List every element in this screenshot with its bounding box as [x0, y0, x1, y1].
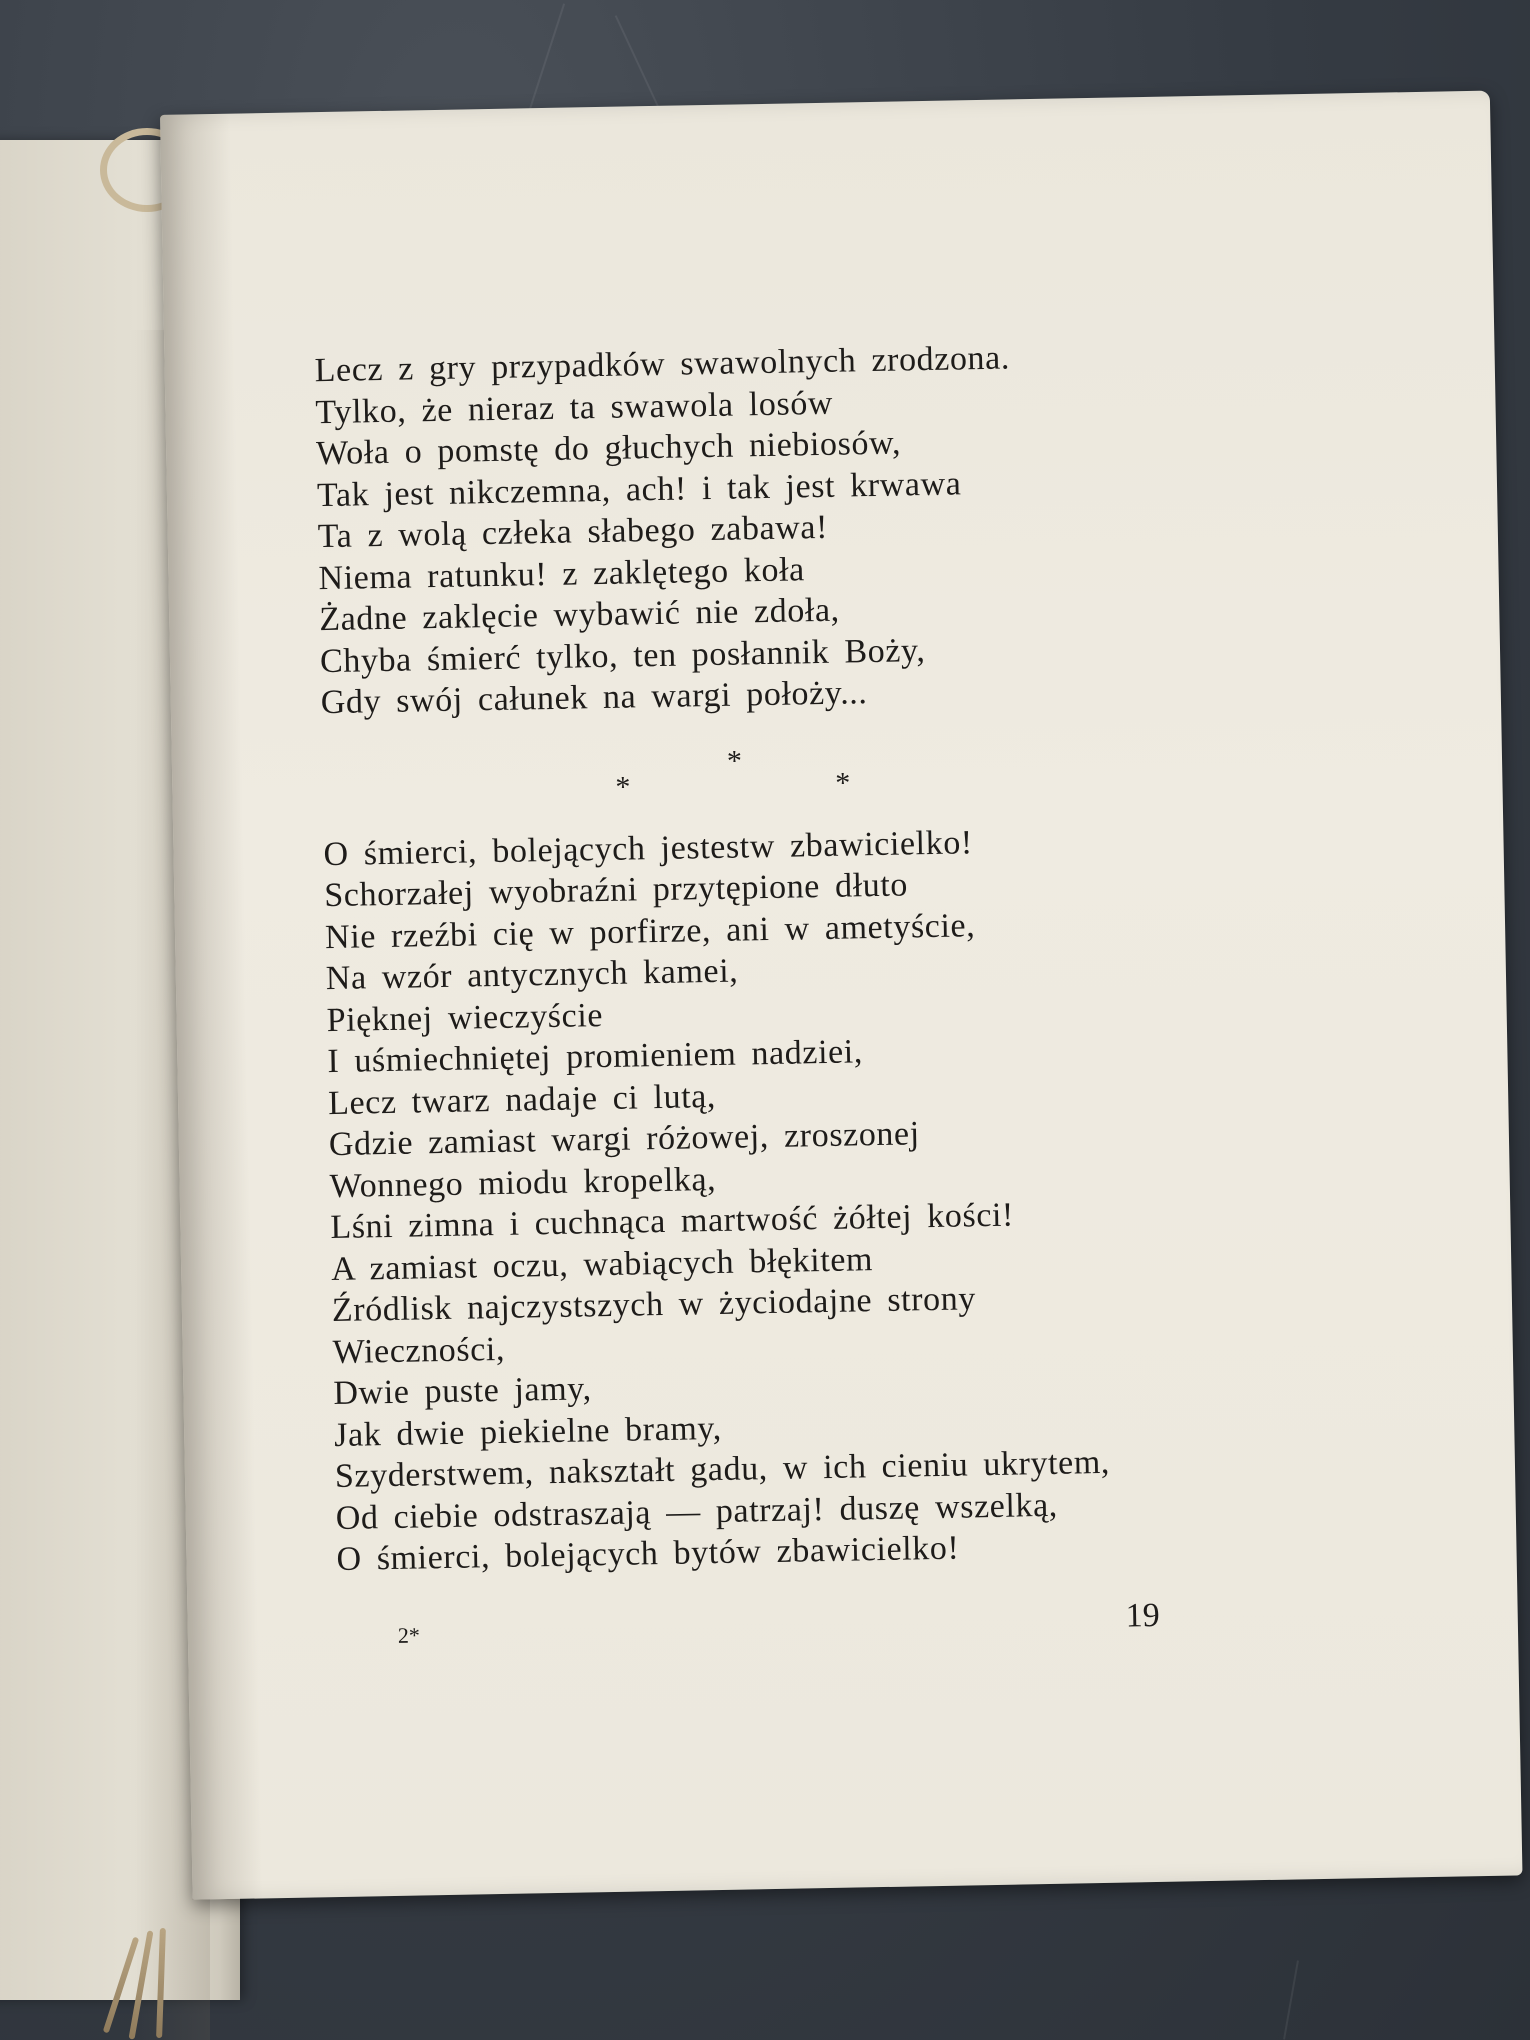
poem-line: Wieczności,: [332, 1330, 506, 1371]
right-page: [160, 91, 1522, 1900]
poem-line: Na wzór antycznych kamei,: [325, 952, 739, 998]
poem-line: Lśni zimna i cuchnąca martwość żółtej kości!: [330, 1196, 1015, 1247]
poem-line: Wonnego miodu kropelką,: [329, 1160, 717, 1205]
stanza-1: [314, 330, 1401, 723]
poem-line: Od ciebie odstraszają — patrzaj! duszę wszelką,: [335, 1486, 1059, 1537]
poem-line: Lecz twarz nadaje ci lutą,: [327, 1077, 717, 1122]
poem-line: Niema ratunku! z zaklętego koła: [318, 550, 806, 597]
poem-line: Lecz z gry przypadków swawolnych zrodzona.: [314, 339, 1011, 390]
poem-line: I uśmiechniętej promieniem nadziei,: [327, 1033, 864, 1081]
poem-line: Tak jest nikczemna, ach! i tak jest krwawa: [316, 464, 962, 514]
poem-line: Źródlisk najczystszych w życiodajne strony: [331, 1280, 977, 1330]
poem-line: Gdy swój całunek na wargi położy...: [320, 674, 868, 722]
poem-line: Gdzie zamiast wargi różowej, zroszonej: [328, 1115, 921, 1164]
poem-line: Ta z wolą człeka słabego zabawa!: [317, 508, 829, 556]
poem-line: Pięknej wieczyście: [326, 996, 604, 1039]
poem-text: [314, 330, 1416, 1580]
poem-line: Żadne zaklęcie wybawić nie zdoła,: [318, 591, 841, 639]
separator-star: *: [615, 769, 632, 804]
poem-line: Szyderstwem, nakształt gadu, w ich cieniu ukrytem,: [334, 1443, 1111, 1496]
asterism-separator: [321, 714, 1403, 826]
poem-line: Woła o pomstę do głuchych niebiosów,: [315, 424, 902, 473]
poem-line: O śmierci, bolejących jestestw zbawicielko!: [323, 823, 974, 873]
desk-scratch: [1283, 1960, 1299, 2039]
separator-star: *: [835, 765, 852, 800]
poem-line: A zamiast oczu, wabiących błękitem: [330, 1240, 874, 1288]
poem-line: Nie rzeźbi cię w porfirze, ani w ametyście,: [324, 906, 976, 956]
stanza-2: [323, 814, 1417, 1581]
poem-line: Dwie puste jamy,: [333, 1370, 593, 1413]
poem-line: Tylko, że nieraz ta swawola losów: [315, 384, 834, 431]
poem-line: O śmierci, bolejących bytów zbawicielko!: [336, 1529, 960, 1579]
printer-signature-mark: 2*: [397, 1622, 421, 1648]
separator-star: *: [726, 743, 743, 778]
poem-line: Jak dwie piekielne bramy,: [333, 1409, 723, 1454]
poem-line: Chyba śmierć tylko, ten posłannik Boży,: [319, 631, 926, 680]
page-number: 19: [1125, 1596, 1161, 1635]
poem-line: Schorzałej wyobraźni przytępione dłuto: [323, 866, 909, 915]
